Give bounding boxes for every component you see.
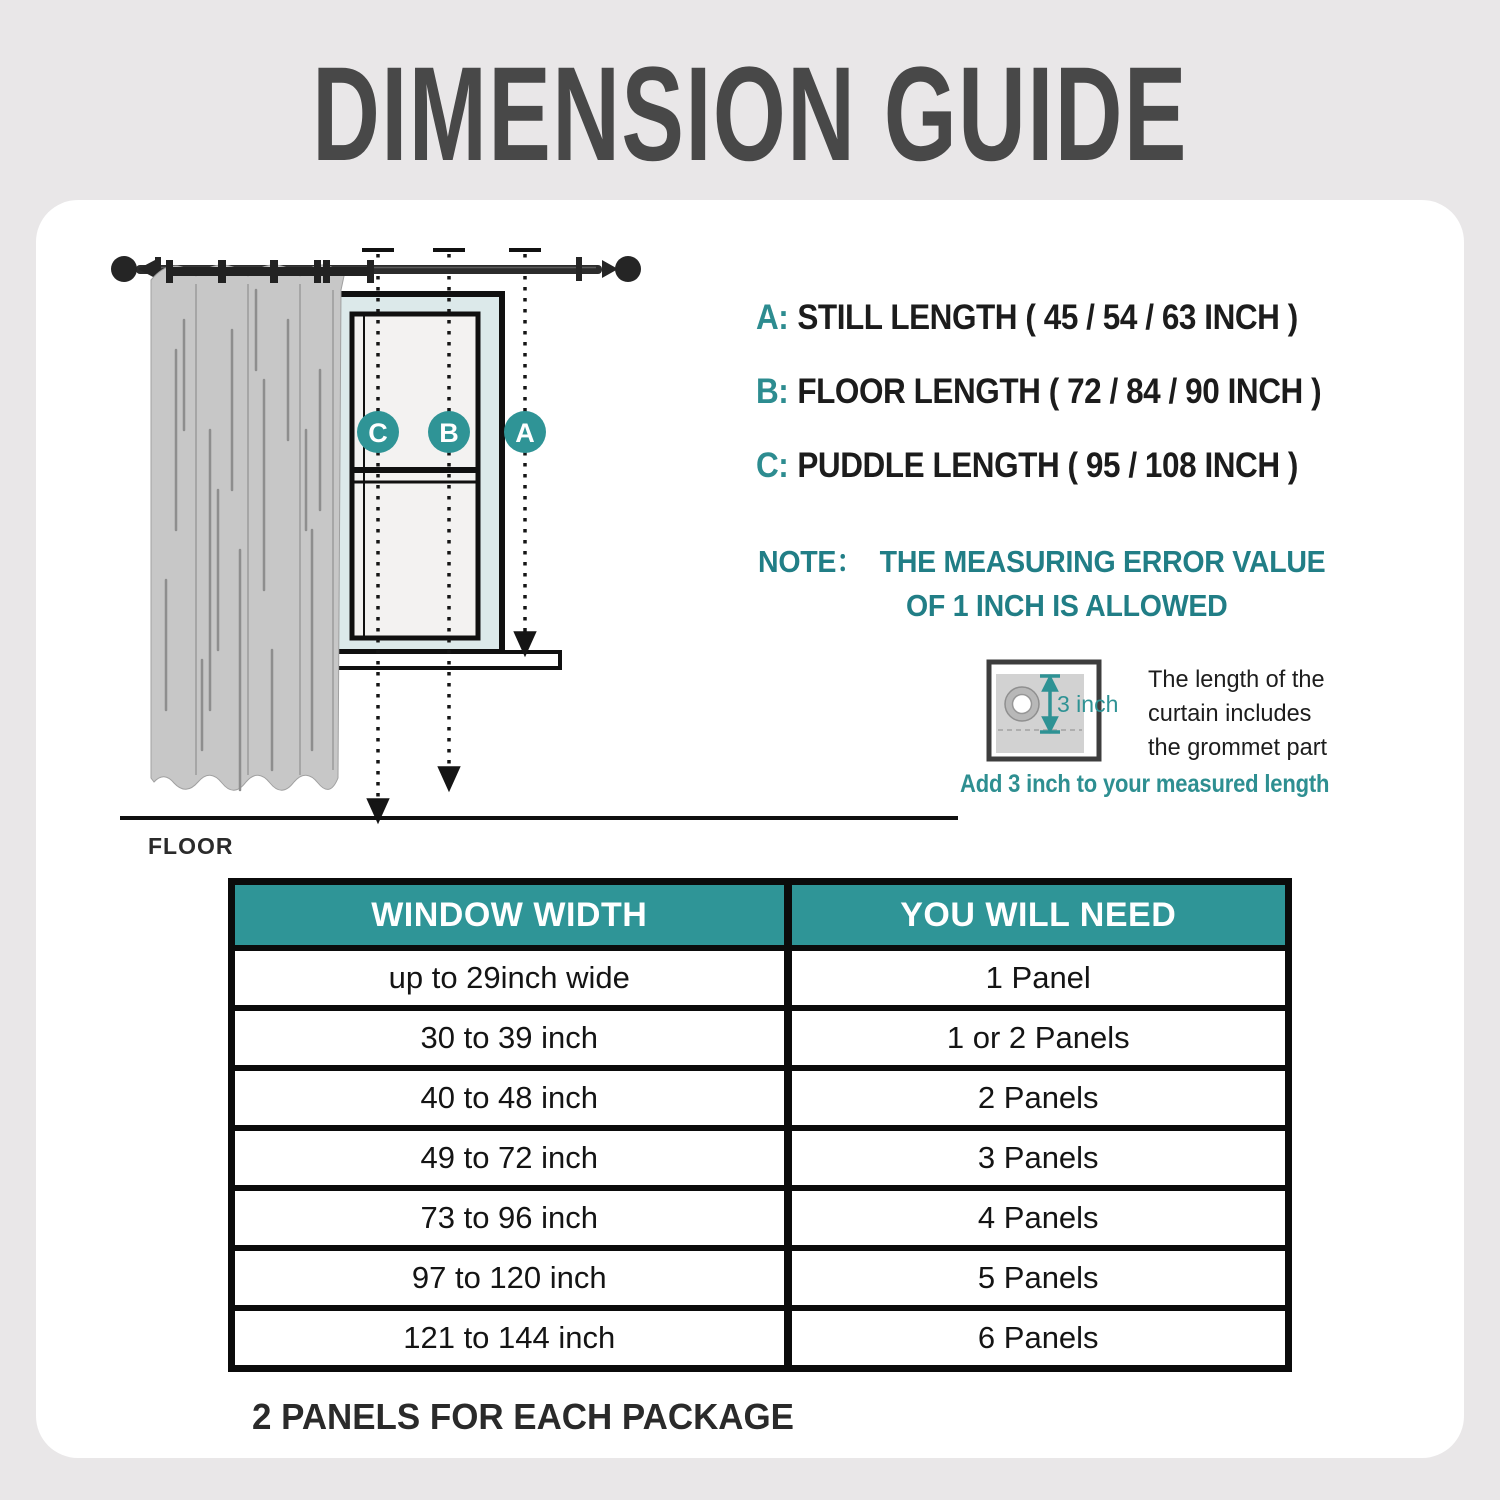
cell-panels: 1 or 2 Panels	[946, 1020, 1130, 1055]
circle-b-label: B	[439, 418, 459, 448]
cell-window-width: 40 to 48 inch	[235, 1071, 792, 1125]
circle-c-label: C	[368, 418, 388, 448]
legend-text-c: PUDDLE LENGTH ( 95 / 108 INCH )	[797, 446, 1298, 485]
grommet-caption-1: The length of the	[1148, 666, 1325, 693]
legend-line-a	[756, 298, 1298, 338]
table-header-row	[235, 885, 1285, 945]
cell-panels: 3 Panels	[977, 1140, 1099, 1175]
legend-key-c: C:	[756, 446, 789, 485]
cell-window-width: 97 to 120 inch	[235, 1251, 792, 1305]
measure-labels	[357, 411, 546, 453]
panels-table	[228, 878, 1292, 1372]
cell-panels: 5 Panels	[977, 1260, 1099, 1295]
table-row	[235, 945, 1285, 1005]
grommet-tip: Add 3 inch to your measured length	[960, 770, 1330, 798]
table-row	[235, 1185, 1285, 1245]
page-title: DIMENSION GUIDE	[312, 40, 1188, 189]
grommet-measure-label: 3 inch	[1057, 691, 1119, 717]
table-row	[235, 1065, 1285, 1125]
cell-window-width: up to 29inch wide	[235, 951, 792, 1005]
legend-line-b	[756, 372, 1321, 412]
window-graphic	[330, 294, 560, 668]
cell-panels: 4 Panels	[977, 1200, 1099, 1235]
legend-key-b: B:	[756, 372, 789, 411]
grommet-diagram	[985, 658, 1150, 766]
note-line-1	[758, 536, 1325, 581]
floor-label: FLOOR	[148, 833, 234, 859]
legend-line-c	[756, 446, 1298, 486]
note-text-1: THE MEASURING ERROR VALUE	[879, 544, 1326, 579]
cell-window-width: 73 to 96 inch	[235, 1191, 792, 1245]
cell-panels: 1 Panel	[985, 960, 1091, 995]
measure-ticks	[362, 248, 541, 252]
grommet-caption-2: curtain includes	[1148, 700, 1312, 727]
cell-panels: 6 Panels	[977, 1320, 1099, 1355]
table-row	[235, 1125, 1285, 1185]
arrow-down-icon	[440, 768, 458, 788]
package-note: 2 PANELS FOR EACH PACKAGE	[252, 1396, 794, 1437]
note-label: NOTE：	[758, 544, 865, 579]
legend-text-a: STILL LENGTH ( 45 / 54 / 63 INCH )	[797, 298, 1298, 337]
table-row	[235, 1245, 1285, 1305]
table-row	[235, 1305, 1285, 1365]
table-row	[235, 1005, 1285, 1065]
table-header-you-will-need: YOU WILL NEED	[792, 885, 1286, 945]
rod-finial-left	[111, 256, 137, 282]
cell-window-width: 121 to 144 inch	[235, 1311, 792, 1365]
grommet-caption-3: the grommet part	[1148, 734, 1328, 761]
table-header-window-width: WINDOW WIDTH	[235, 885, 792, 945]
rod-finial-right	[615, 256, 641, 282]
legend-key-a: A:	[756, 298, 789, 337]
note-line-2: OF 1 INCH IS ALLOWED	[906, 588, 1228, 623]
legend-text-b: FLOOR LENGTH ( 72 / 84 / 90 INCH )	[797, 372, 1322, 411]
circle-a-label: A	[515, 418, 535, 448]
cell-window-width: 49 to 72 inch	[235, 1131, 792, 1185]
cell-panels: 2 Panels	[977, 1080, 1099, 1115]
cell-window-width: 30 to 39 inch	[235, 1011, 792, 1065]
